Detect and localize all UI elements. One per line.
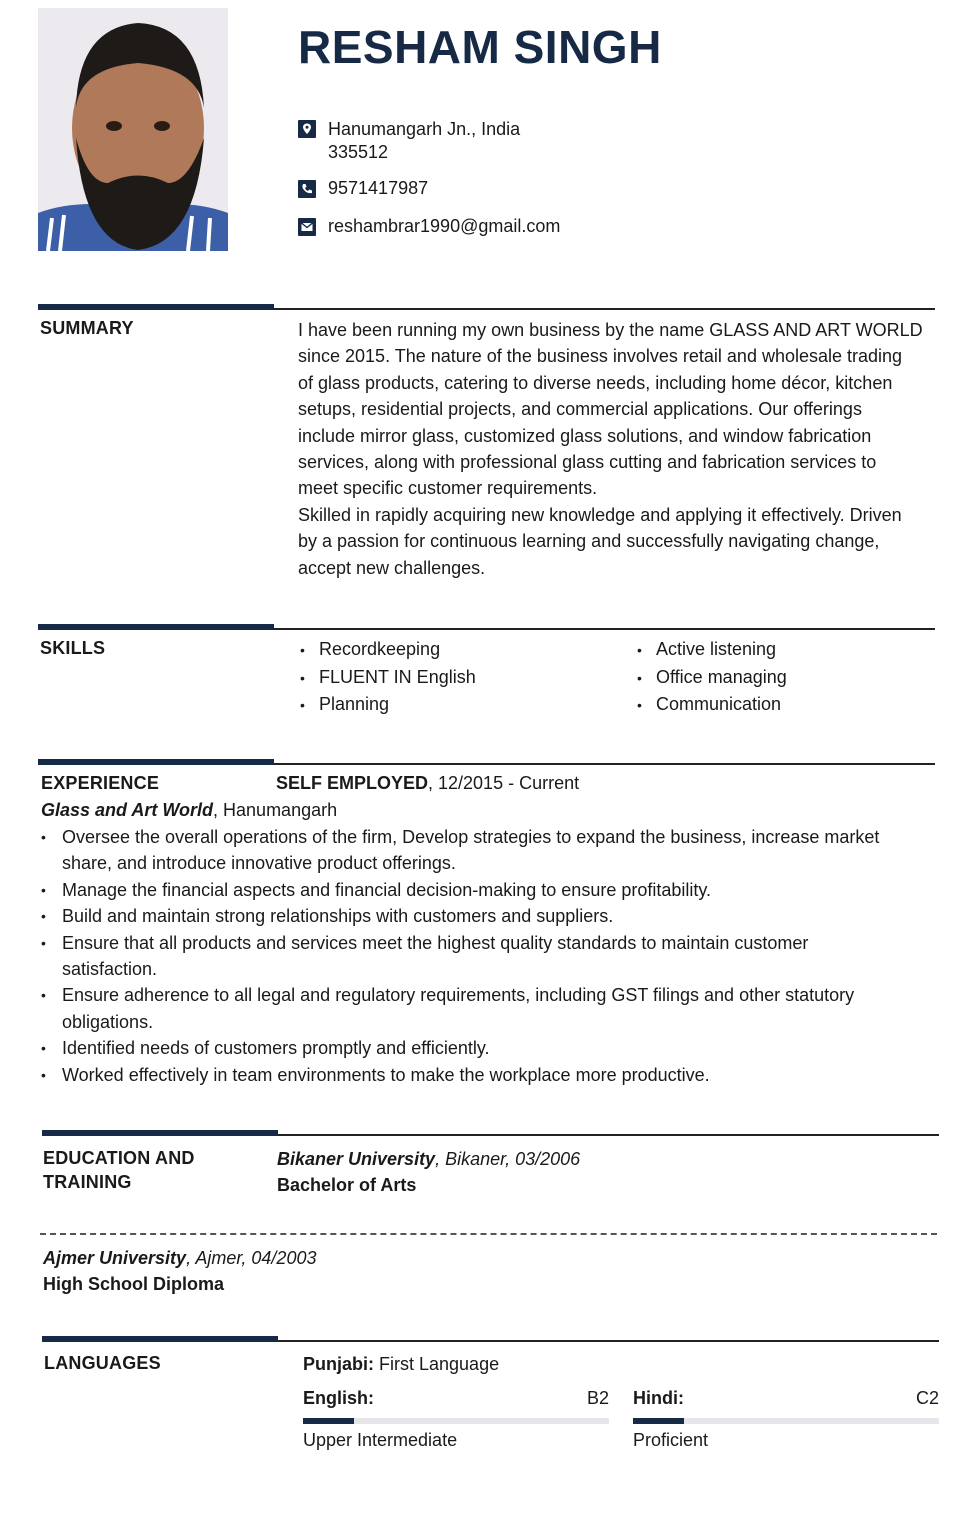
section-divider [42, 1134, 939, 1136]
address-line-2: 335512 [328, 142, 389, 162]
email [298, 216, 560, 237]
phone [298, 178, 428, 199]
language-level: Proficient [633, 1430, 709, 1450]
school-place-date: , Ajmer, 04/2003 [186, 1248, 317, 1268]
school-name: Ajmer University [43, 1248, 187, 1268]
job-role: SELF EMPLOYED [276, 773, 429, 793]
company-line [41, 800, 337, 821]
section-divider [38, 308, 935, 310]
company-name: Glass and Art World [41, 800, 214, 820]
skills-title: SKILLS [40, 638, 106, 658]
section-divider [38, 763, 935, 765]
native-language: Punjabi: First Language [303, 1354, 500, 1374]
language-name: Hindi: [633, 1388, 684, 1408]
degree: High School Diploma [43, 1274, 225, 1294]
email-icon [298, 218, 316, 236]
education-entry-1 [277, 1146, 580, 1198]
summary-text: I have been running my own business by the name GLASS AND ART WORLD since 2015. The nature of the business involves retail and wholesale trading of glass products, catering to diverse needs, including home décor, kitchen setups, residential projects, and commercial applications. Our offerings include mirror glass, customized glass solutions, and window fabrication services, along with professional glass cutting and fabrication services to meet specific customer requirements. Skilled in rapidly acquiring new knowledge and applying it effectively. Driven by a passion for continuous learning and successfully navigating change, accept new challenges. [298, 320, 923, 578]
list-item: • Ensure that all products and services meet the highest quality standards to maintain customer satisfaction. [41, 930, 921, 983]
degree: Bachelor of Arts [277, 1175, 417, 1195]
section-divider [38, 628, 935, 630]
phone-number: 9571417987 [328, 178, 429, 198]
list-item: • Ensure adherence to all legal and regulatory requirements, including GST filings and other statutory obligations. [41, 982, 921, 1035]
email-address: reshambrar1990@gmail.com [328, 216, 561, 236]
school-name: Bikaner University [277, 1149, 436, 1169]
list-item: • Manage the financial aspects and financial decision-making to ensure profitability. [41, 877, 921, 903]
candidate-name: RESHAM SINGH [298, 21, 662, 73]
location-icon [298, 120, 316, 138]
address [298, 118, 520, 164]
address-line-1: Hanumangarh Jn., India [328, 119, 521, 139]
list-item: • Build and maintain strong relationships with customers and suppliers. [41, 903, 921, 929]
language-english [303, 1388, 609, 1451]
list-item: • Oversee the overall operations of the firm, Develop strategies to expand the business, increase market share, and introduce innovative product offerings. [41, 824, 921, 877]
language-name: English: [303, 1388, 374, 1408]
education-title: EDUCATION AND TRAINING [43, 1148, 195, 1192]
skill-item: • Communication [637, 691, 787, 719]
languages-title: LANGUAGES [44, 1353, 161, 1373]
language-code: B2 [586, 1388, 609, 1408]
school-place-date: , Bikaner, 03/2006 [435, 1149, 581, 1169]
education-entry-2 [43, 1245, 316, 1297]
section-divider [42, 1340, 939, 1342]
job-title-line [276, 773, 579, 794]
skills-list-1 [300, 636, 476, 719]
skills-list-2 [637, 636, 787, 719]
profile-photo [38, 8, 228, 251]
skill-item: • Planning [300, 691, 476, 719]
phone-icon [298, 180, 316, 198]
language-hindi [633, 1388, 939, 1451]
company-location: , Hanumangarh [213, 800, 338, 820]
job-dates: , 12/2015 - Current [428, 773, 580, 793]
summary-title: SUMMARY [40, 318, 134, 338]
language-level-bar [633, 1418, 939, 1424]
language-level: Upper Intermediate [303, 1430, 458, 1450]
skill-item: • FLUENT IN English [300, 664, 476, 692]
language-code: C2 [915, 1388, 939, 1408]
list-item: • Worked effectively in team environments to make the workplace more productive. [41, 1062, 921, 1088]
language-level-bar [303, 1418, 609, 1424]
experience-title: EXPERIENCE [41, 773, 160, 793]
skill-item: • Office managing [637, 664, 787, 692]
skill-item: • Recordkeeping [300, 636, 476, 664]
experience-bullets [41, 824, 921, 1088]
list-item: • Identified needs of customers promptly and efficiently. [41, 1035, 921, 1061]
skill-item: • Active listening [637, 636, 787, 664]
dashed-divider [40, 1233, 937, 1235]
